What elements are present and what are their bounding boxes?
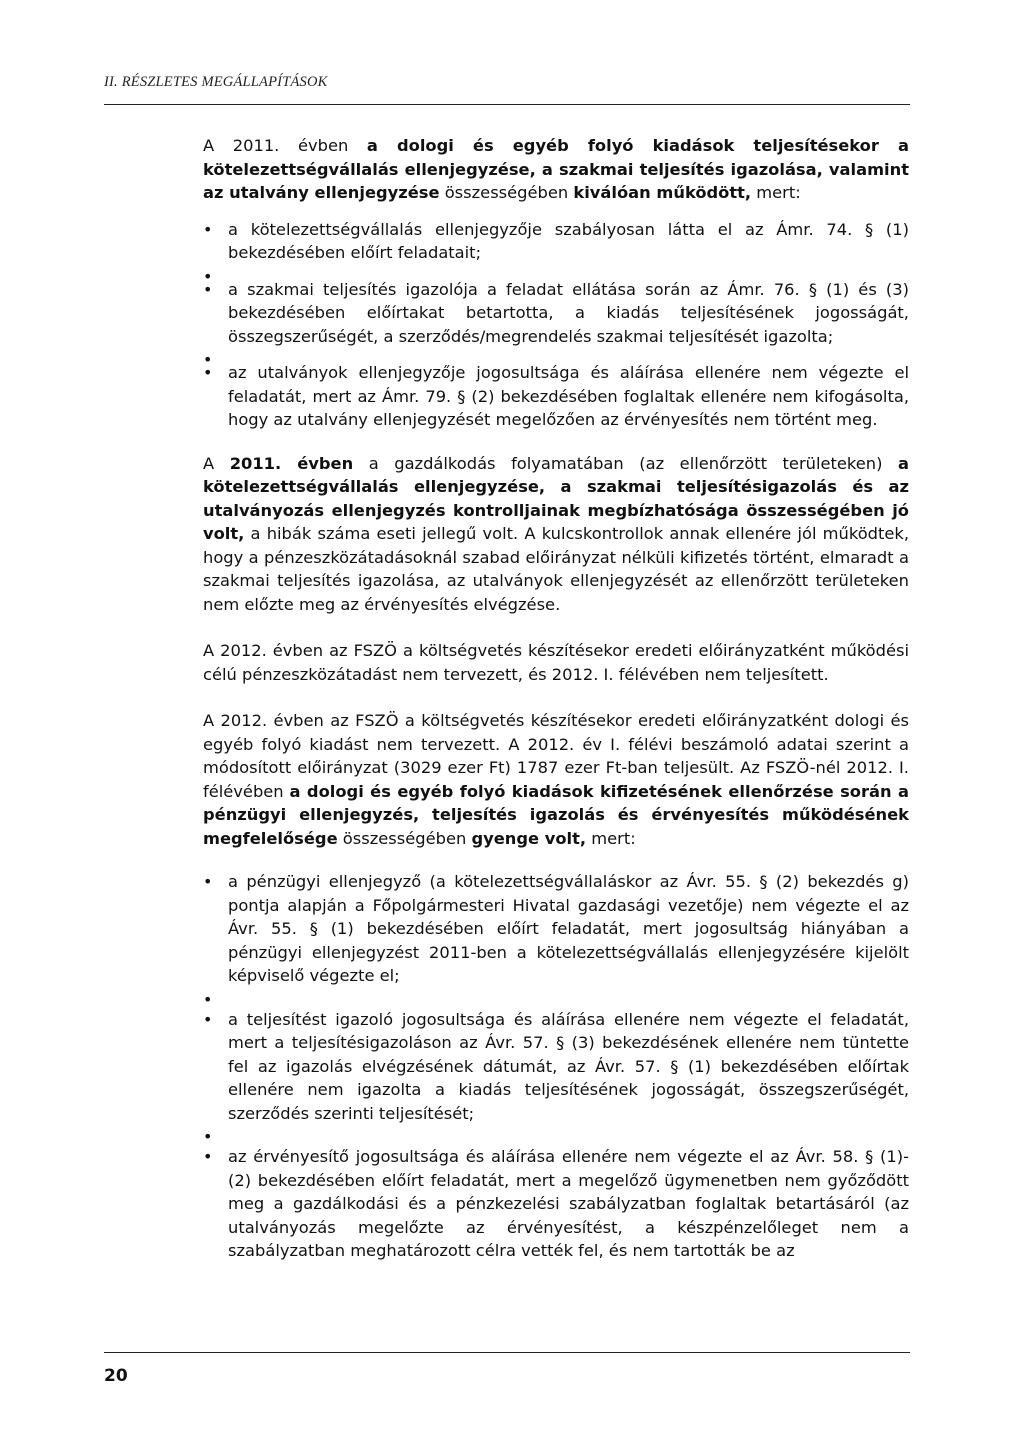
- main-content: [203, 134, 909, 1263]
- bullet-list-2011: [203, 218, 909, 432]
- header-divider: [104, 104, 910, 105]
- list-item: • a szakmai teljesítés igazolója a feladat ellátása során az Ámr. 76. § (1) és (3) bekezdésében előírtakat betartotta, a kiadás teljesítésének jogosságát, összegszerűségét, a szerződés/megrendelés szakmai teljesítését igazolta;: [203, 278, 909, 349]
- list-item: • az érvényesítő jogosultsága és aláírása ellenére nem végezte el az Ávr. 58. § (1)-(2) bekezdésében előírt feladatát, mert a megelőző ügymenetben nem győződött meg a gazdálkodási és a pénzkezelési szabályzatban foglaltak betartásáról (az utalványozás megelőzte az érvényesítést, a készpénzelőleget nem a szabályzatban meghatározott célra vették fel, és nem tartották be az: [203, 1145, 909, 1263]
- spacer: [203, 616, 909, 639]
- paragraph-2012-dologi: [203, 709, 909, 850]
- spacer: [203, 686, 909, 709]
- text-run: összességében: [439, 183, 574, 202]
- list-item: • a teljesítést igazoló jogosultsága és aláírása ellenére nem végezte el feladatát, mert a teljesítésigazoláson az Ávr. 57. § (3) bekezdésének ellenére nem tüntette fel az igazolás elvégzésének dátumát, az Ávr. 57. § (1) bekezdésében előírtak ellenére nem igazolta a kiadás teljesítésének jogosságát, összegszerűségét, szerződés szerinti teljesítését;: [203, 1008, 909, 1126]
- text-run: mert:: [751, 183, 801, 202]
- spacer: [203, 265, 909, 278]
- spacer: [203, 348, 909, 361]
- text-run: a hibák száma eseti jellegű volt. A kulcskontrollok annak ellenére jól működtek, hogy a pénzeszközátadásoknál szabad előirányzat nélküli kifizetés történt, elmaradt a szakmai teljesítés igazolása, az utalványok ellenjegyzését az ellenőrzött területeken nem előzte meg az érvényesítés elvégzése.: [203, 524, 909, 614]
- spacer: [203, 1125, 909, 1145]
- list-item: • az utalványok ellenjegyzője jogosultsága és aláírása ellenére nem végezte el feladatát, mert az Ámr. 79. § (2) bekezdésében foglaltak ellenére nem kifogásolta, hogy az utalvány ellenjegyzését megelőzően az érvényesítés nem történt meg.: [203, 361, 909, 432]
- spacer: [203, 988, 909, 1008]
- list-item: • a pénzügyi ellenjegyző (a kötelezettségvállaláskor az Ávr. 55. § (2) bekezdés g) pontja alapján a Főpolgármesteri Hivatal gazdasági vezetője) nem végezte el az Ávr. 55. § (1) bekezdésében előírt feladatát, mert jogosultság hiányában a pénzügyi ellenjegyzést 2011-ben a kötelezettségvállalás ellenjegyzésére kijelölt képviselő végezte el;: [203, 870, 909, 988]
- bold-run: a dologi és egyéb folyó kiadások teljesítésekor a kötelezettségvállalás ellenjegyzése, a szakmai teljesítés igazolása, valamint az utalvány ellenjegyzése: [203, 136, 909, 202]
- running-header: II. RÉSZLETES MEGÁLLAPÍTÁSOK: [104, 74, 328, 90]
- paragraph-2011-dologi: [203, 134, 909, 205]
- text-run: A 2012. évben az FSZÖ a költségvetés készítésekor eredeti előirányzatként dologi és egyéb folyó kiadást nem tervezett. A 2012. év I. félévi beszámoló adatai szerint a módosított előirányzat (3029 ezer Ft) 1787 ezer Ft-ban teljesült. Az FSZÖ-nél 2012. I. félévében: [203, 711, 909, 801]
- bold-run: a dologi és egyéb folyó kiadások kifizetésének ellenőrzése során a pénzügyi ellenjegyzés, teljesítés igazolás és érvényesítés működésének megfelelősége: [203, 781, 909, 848]
- paragraph-2012-mukodesi: A 2012. évben az FSZÖ a költségvetés készítésekor eredeti előirányzatként működési célú pénzeszközátadást nem tervezett, és 2012. I. félévében nem teljesített.: [203, 641, 909, 684]
- page-number: 20: [104, 1366, 128, 1386]
- spacer: [203, 432, 909, 452]
- text-run: a gazdálkodás folyamatában (az ellenőrzött területeken): [353, 453, 898, 473]
- bold-run: a kötelezettségvállalás ellenjegyzése, a szakmai teljesítésigazolás és az utalványozás ellenjegyzés kontrolljainak megbízhatósága összességében jó volt,: [203, 453, 909, 543]
- spacer: [203, 850, 909, 870]
- text-run: összességében: [337, 828, 472, 848]
- bold-run: 2011. évben: [229, 453, 354, 473]
- list-item: • a kötelezettségvállalás ellenjegyzője szabályosan látta el az Ámr. 74. § (1) bekezdésében előírt feladatait;: [203, 218, 909, 265]
- text-run: A 2011. évben: [203, 136, 367, 155]
- text-run: mert:: [586, 828, 636, 848]
- bullet-list-2012: [203, 870, 909, 1263]
- spacer: [203, 205, 909, 218]
- bold-run: gyenge volt,: [471, 828, 587, 848]
- paragraph-2011-kontroll: [203, 452, 909, 617]
- bold-run: kiválóan működött,: [573, 183, 752, 202]
- text-run: A: [203, 453, 230, 473]
- footer-divider: [104, 1352, 910, 1353]
